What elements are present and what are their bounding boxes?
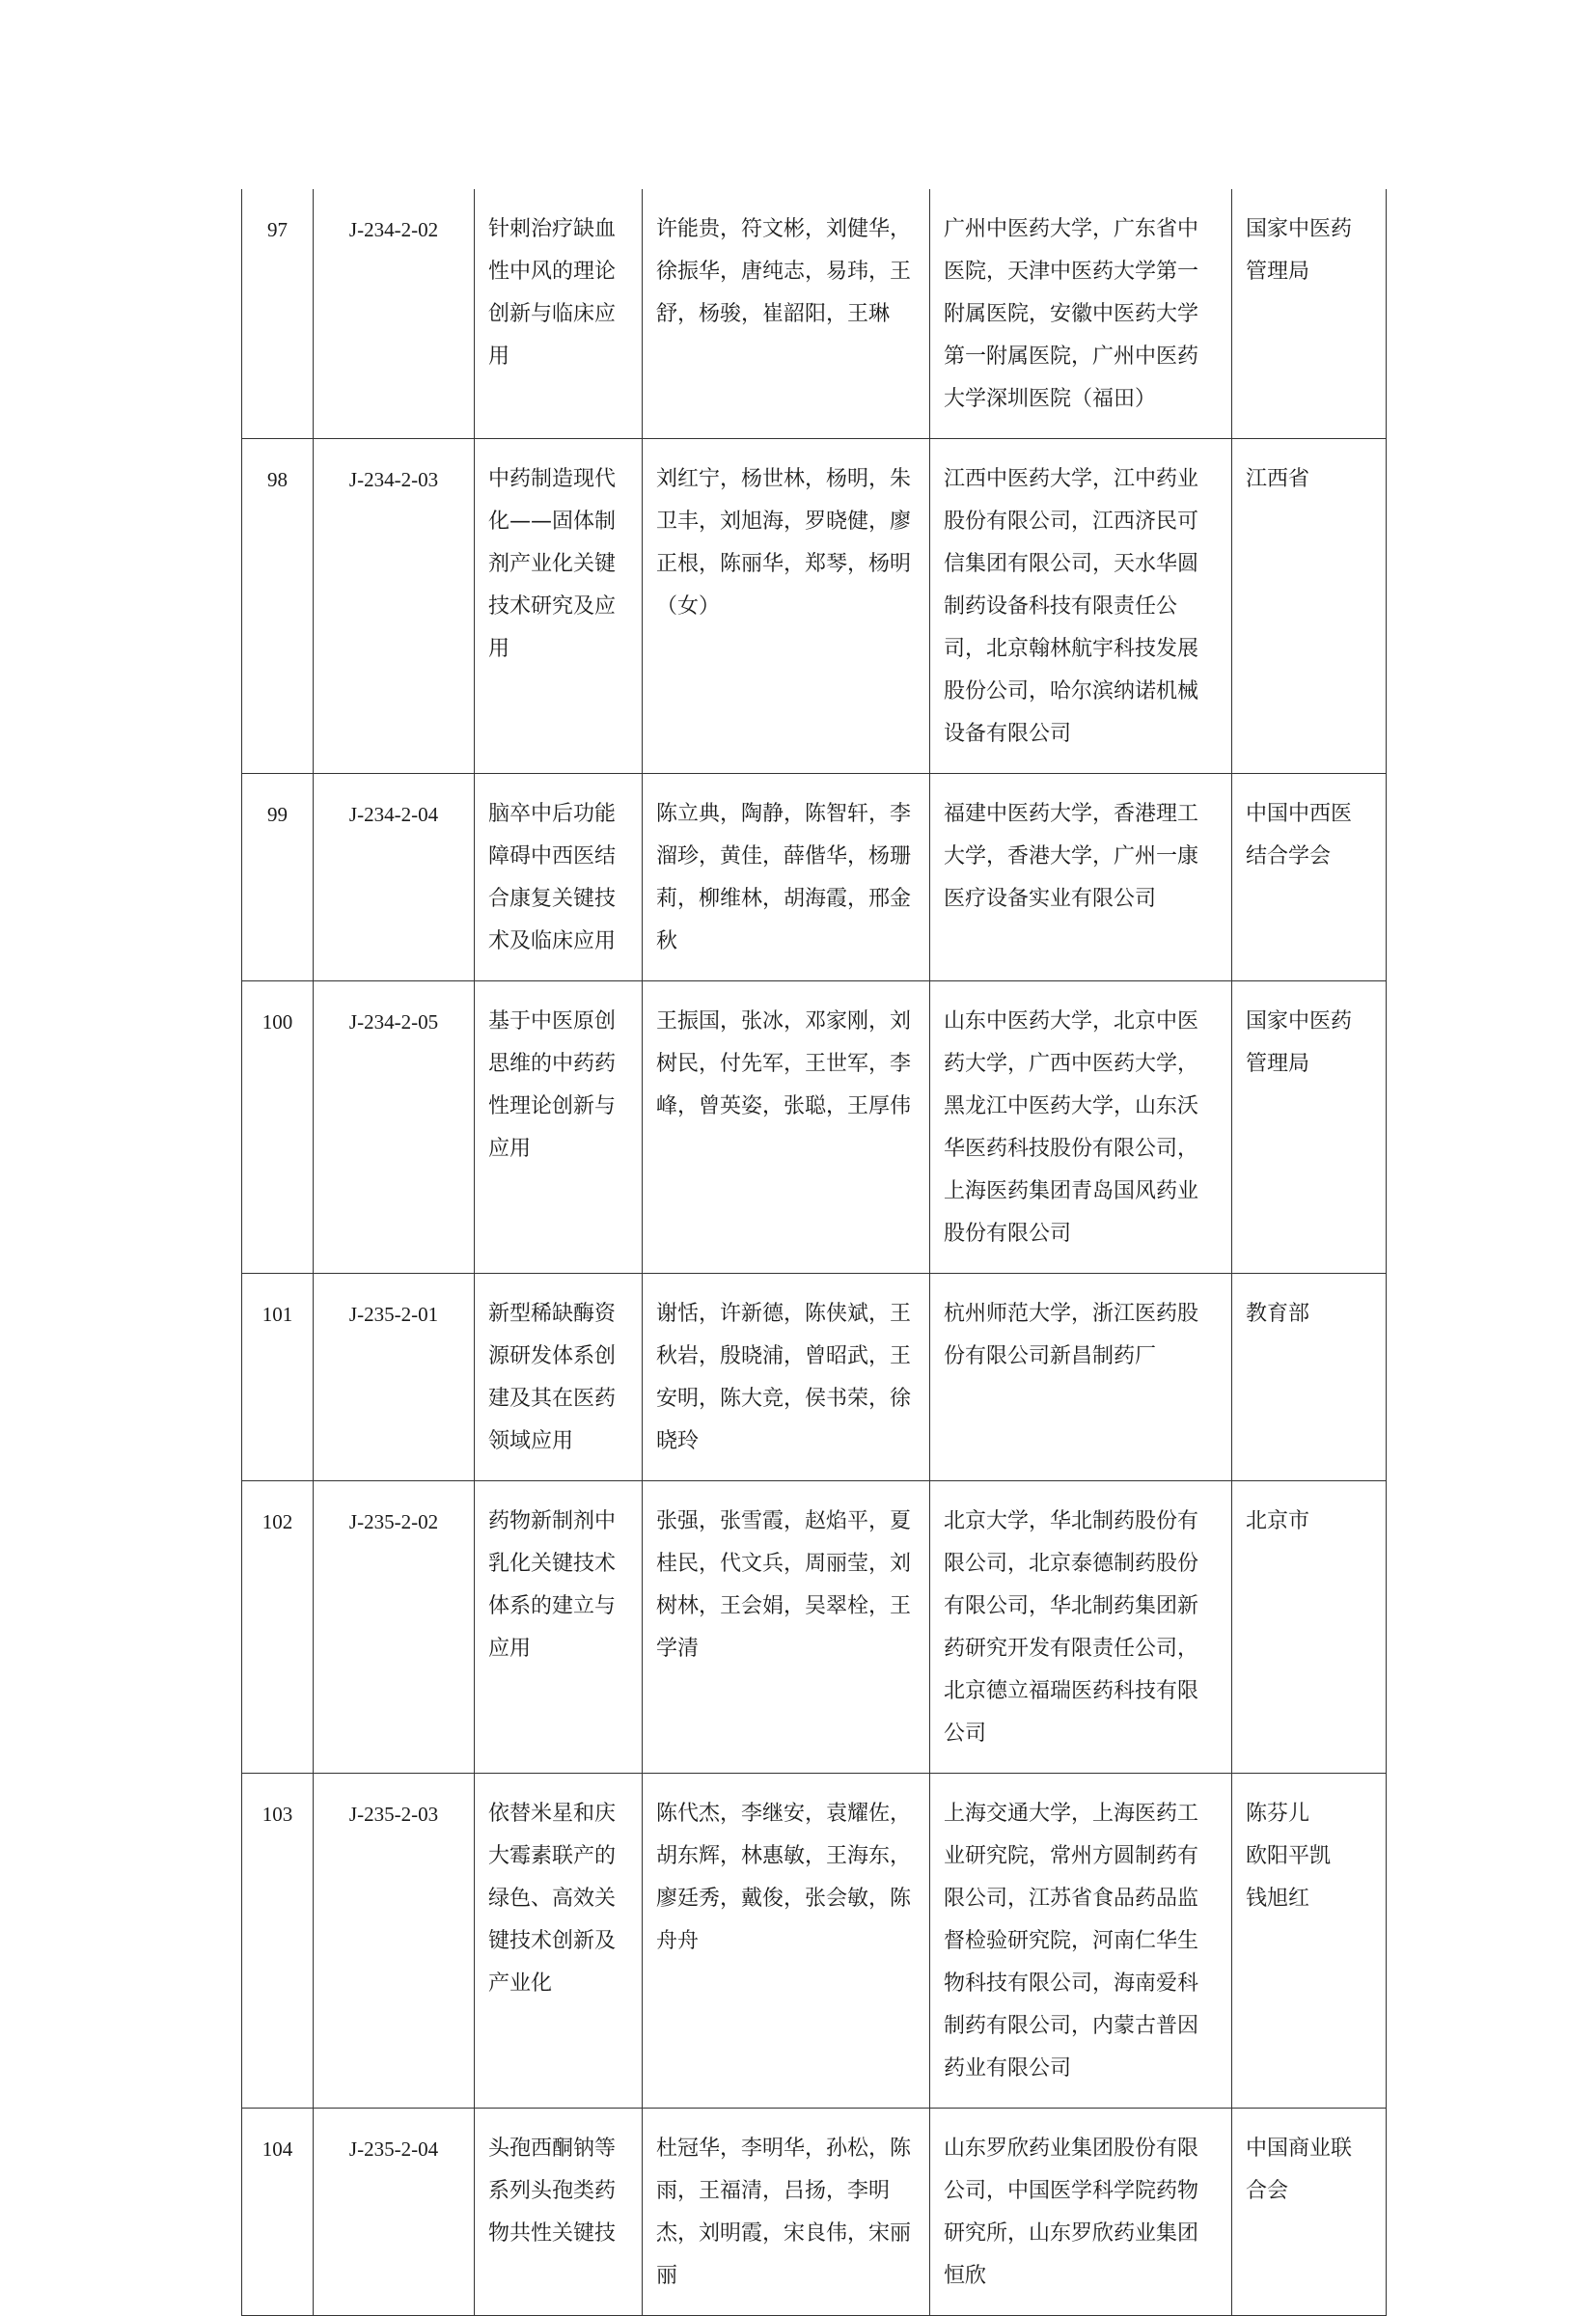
table-row (242, 774, 1387, 981)
row-number: 99 (242, 774, 314, 981)
nominator-line: 中国中西医结合学会 (1246, 802, 1353, 868)
table-row (242, 981, 1387, 1274)
project-title: 针刺治疗缺血性中风的理论创新与临床应用 (475, 189, 643, 439)
table-row (242, 189, 1387, 439)
main-contributors: 陈代杰，李继安，袁耀佐，胡东辉，林惠敏，王海东，廖廷秀，戴俊，张会敏，陈舟舟 (643, 1774, 930, 2109)
project-code: J-234-2-05 (314, 981, 475, 1274)
completing-units: 北京大学，华北制药股份有限公司，北京泰德制药股份有限公司，华北制药集团新药研究开发有限责任公司，北京德立福瑞医药科技有限公司 (930, 1481, 1232, 1774)
project-code: J-235-2-03 (314, 1774, 475, 2109)
completing-units: 杭州师范大学，浙江医药股份有限公司新昌制药厂 (930, 1274, 1232, 1481)
row-number: 101 (242, 1274, 314, 1481)
nominator-line: 国家中医药管理局 (1246, 1009, 1353, 1076)
row-number: 97 (242, 189, 314, 439)
nominator (1232, 981, 1387, 1274)
nominator-line: 教育部 (1246, 1302, 1310, 1326)
nominator-line: 钱旭红 (1246, 1887, 1310, 1911)
row-number: 98 (242, 439, 314, 774)
row-number: 103 (242, 1774, 314, 2109)
row-number: 102 (242, 1481, 314, 1774)
project-code: J-235-2-01 (314, 1274, 475, 1481)
nominator (1232, 774, 1387, 981)
nominator-line: 江西省 (1246, 467, 1310, 491)
main-contributors: 陈立典，陶静，陈智轩，李溜珍，黄佳，薛偕华，杨珊莉，柳维林，胡海霞，邢金秋 (643, 774, 930, 981)
main-contributors: 王振国，张冰，邓家刚，刘树民，付先军，王世军，李峰，曾英姿，张聪，王厚伟 (643, 981, 930, 1274)
table-row (242, 2109, 1387, 2316)
completing-units: 江西中医药大学，江中药业股份有限公司，江西济民可信集团有限公司，天水华圆制药设备科技有限责任公司，北京翰林航宇科技发展股份公司，哈尔滨纳诺机械设备有限公司 (930, 439, 1232, 774)
project-title: 基于中医原创思维的中药药性理论创新与应用 (475, 981, 643, 1274)
project-code: J-234-2-04 (314, 774, 475, 981)
project-title: 中药制造现代化——固体制剂产业化关键技术研究及应用 (475, 439, 643, 774)
project-code: J-234-2-03 (314, 439, 475, 774)
completing-units: 山东罗欣药业集团股份有限公司，中国医学科学院药物研究所，山东罗欣药业集团恒欣 (930, 2109, 1232, 2316)
main-contributors: 张强，张雪霞，赵焰平，夏桂民，代文兵，周丽莹，刘树林，王会娟，吴翠栓，王学清 (643, 1481, 930, 1774)
table-row (242, 1481, 1387, 1774)
nominator (1232, 1481, 1387, 1774)
table-row (242, 439, 1387, 774)
nominator (1232, 2109, 1387, 2316)
completing-units: 上海交通大学，上海医药工业研究院，常州方圆制药有限公司，江苏省食品药品监督检验研究院，河南仁华生物科技有限公司，海南爱科制药有限公司，内蒙古普因药业有限公司 (930, 1774, 1232, 2109)
row-number: 100 (242, 981, 314, 1274)
project-code: J-235-2-02 (314, 1481, 475, 1774)
completing-units: 福建中医药大学，香港理工大学，香港大学，广州一康医疗设备实业有限公司 (930, 774, 1232, 981)
project-title: 依替米星和庆大霉素联产的绿色、高效关键技术创新及产业化 (475, 1774, 643, 2109)
nominator (1232, 189, 1387, 439)
project-title: 头孢西酮钠等系列头孢类药物共性关键技 (475, 2109, 643, 2316)
main-contributors: 杜冠华，李明华，孙松，陈雨，王福清，吕扬，李明杰，刘明霞，宋良伟，宋丽丽 (643, 2109, 930, 2316)
nominator-line: 中国商业联合会 (1246, 2137, 1353, 2203)
project-title: 脑卒中后功能障碍中西医结合康复关键技术及临床应用 (475, 774, 643, 981)
nominator-line: 陈芬儿 (1246, 1802, 1310, 1826)
main-contributors: 谢恬，许新德，陈侠斌，王秋岩，殷晓浦，曾昭武，王安明，陈大竞，侯书荣，徐晓玲 (643, 1274, 930, 1481)
completing-units: 山东中医药大学，北京中医药大学，广西中医药大学，黑龙江中医药大学，山东沃华医药科技股份有限公司，上海医药集团青岛国风药业股份有限公司 (930, 981, 1232, 1274)
main-contributors: 刘红宁，杨世林，杨明，朱卫丰，刘旭海，罗晓健，廖正根，陈丽华，郑琴，杨明（女） (643, 439, 930, 774)
nominator (1232, 1774, 1387, 2109)
nominator-line: 国家中医药管理局 (1246, 217, 1353, 284)
nominator (1232, 439, 1387, 774)
project-code: J-234-2-02 (314, 189, 475, 439)
nominator (1232, 1274, 1387, 1481)
table-row (242, 1274, 1387, 1481)
nominator-line: 北京市 (1246, 1509, 1310, 1533)
project-title: 新型稀缺酶资源研发体系创建及其在医药领域应用 (475, 1274, 643, 1481)
table-row (242, 1774, 1387, 2109)
nominator-line: 欧阳平凯 (1246, 1844, 1332, 1868)
row-number: 104 (242, 2109, 314, 2316)
awards-table (241, 189, 1387, 2316)
project-code: J-235-2-04 (314, 2109, 475, 2316)
completing-units: 广州中医药大学，广东省中医院，天津中医药大学第一附属医院，安徽中医药大学第一附属医院，广州中医药大学深圳医院（福田） (930, 189, 1232, 439)
project-title: 药物新制剂中乳化关键技术体系的建立与应用 (475, 1481, 643, 1774)
main-contributors: 许能贵，符文彬，刘健华，徐振华，唐纯志，易玮，王舒，杨骏，崔韶阳，王琳 (643, 189, 930, 439)
